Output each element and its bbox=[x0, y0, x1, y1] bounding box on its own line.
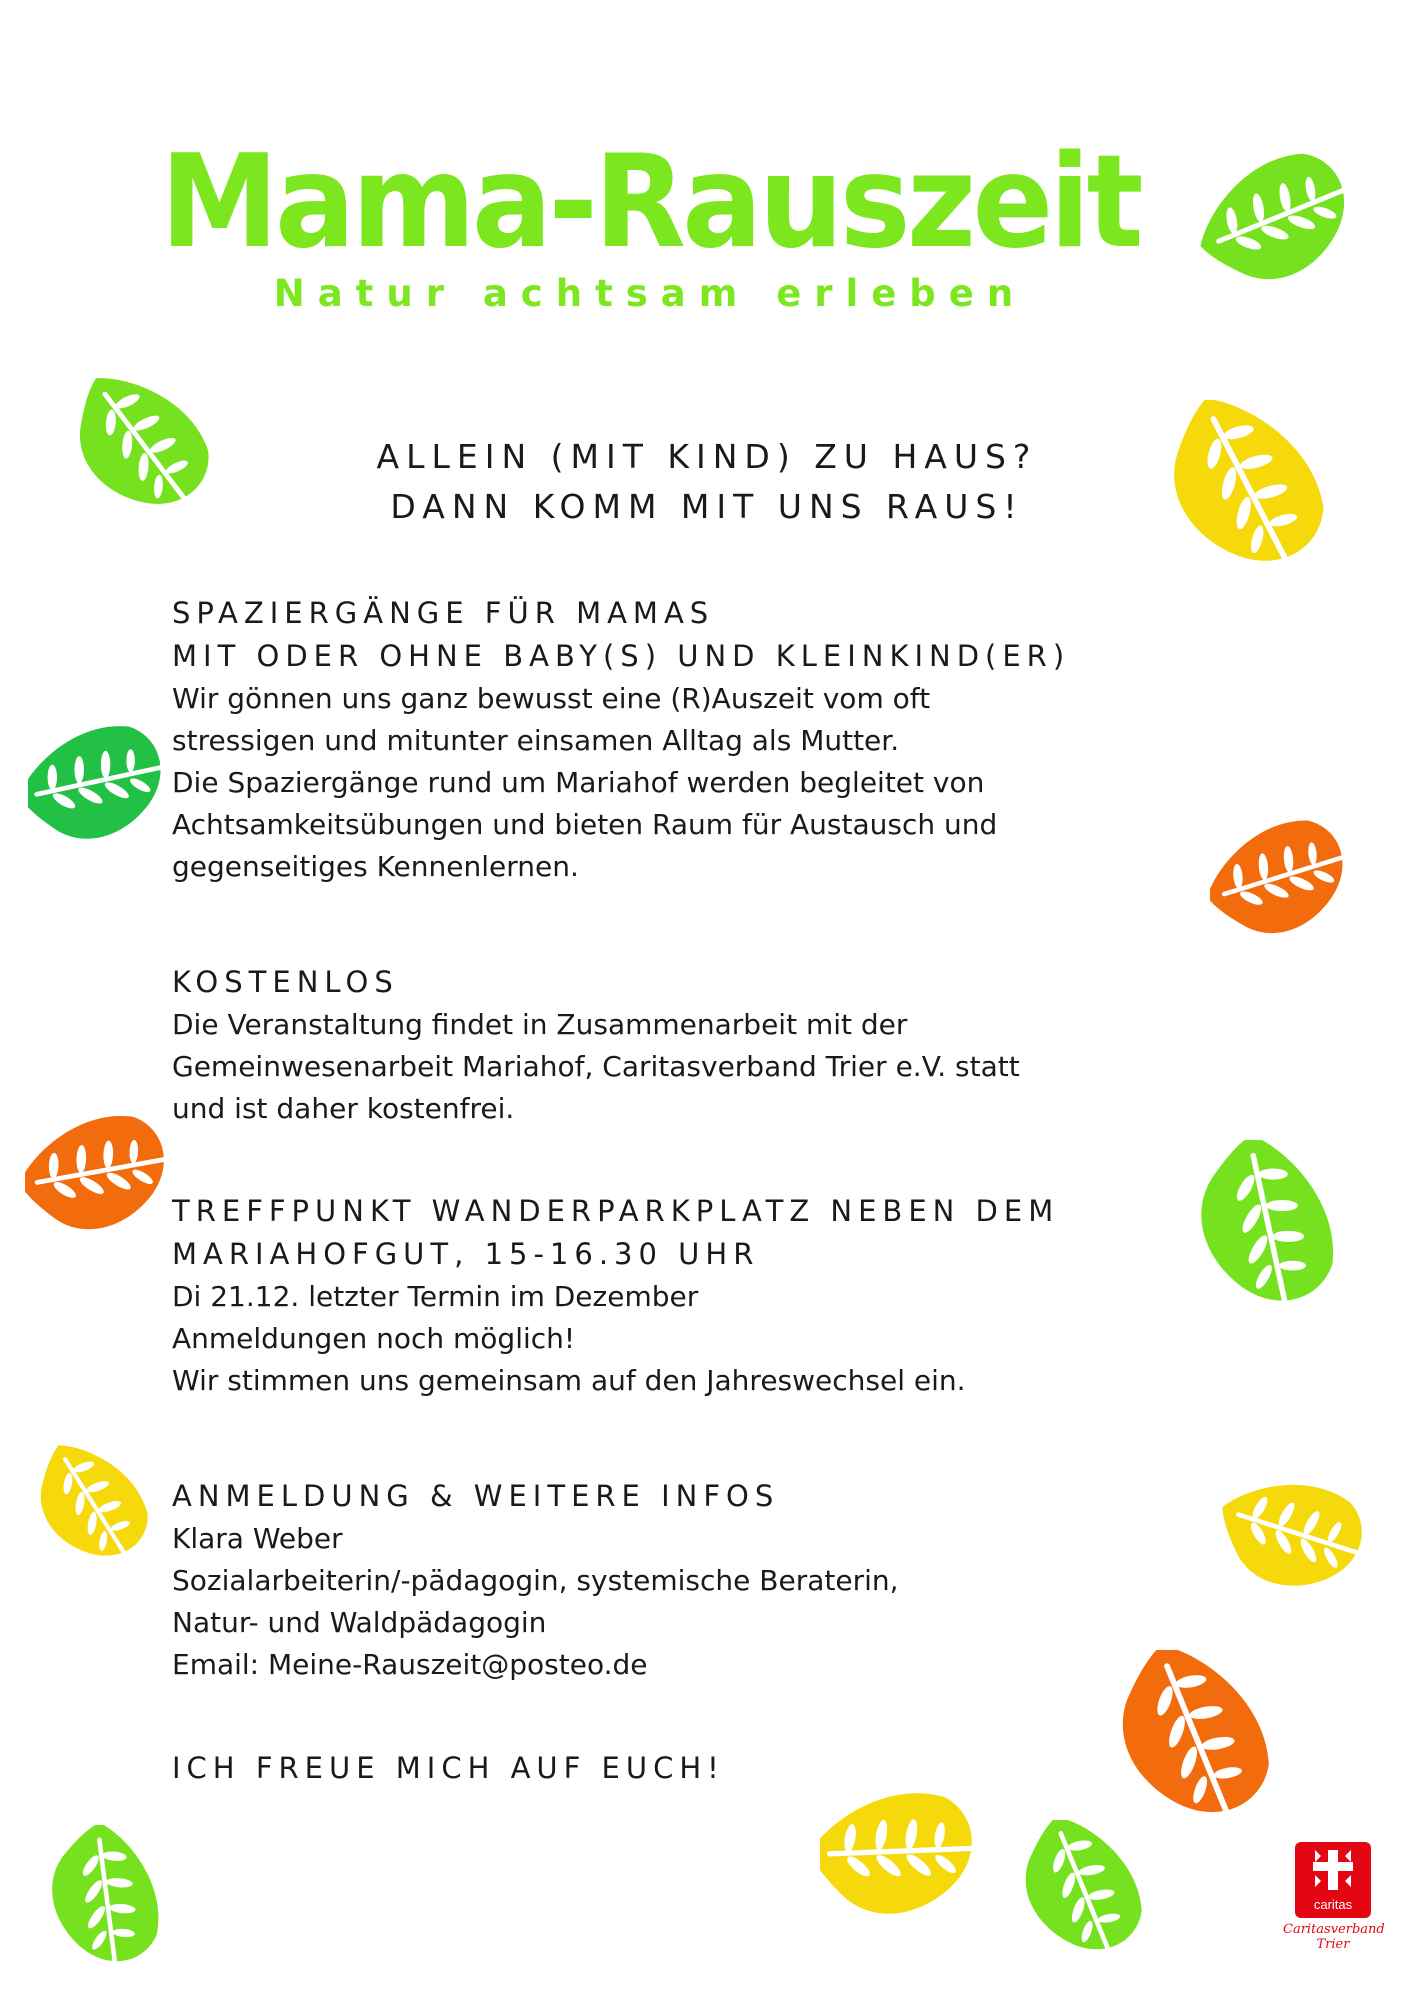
flame-cross-icon bbox=[1295, 1842, 1371, 1898]
section-text: Die Spaziergänge rund um Mariahof werden begleitet von bbox=[172, 766, 985, 799]
section-meeting bbox=[172, 1190, 1252, 1402]
section-heading: MIT ODER OHNE BABY(S) UND KLEINKIND(ER) bbox=[172, 639, 1071, 673]
section-walks bbox=[172, 592, 1252, 888]
headline-line: DANN KOMM MIT UNS RAUS! bbox=[390, 487, 1024, 526]
section-heading: KOSTENLOS bbox=[172, 965, 399, 999]
section-text: Gemeinwesenarbeit Mariahof, Caritasverband Trier e.V. statt bbox=[172, 1050, 1020, 1083]
page-title: Mama-Rauszeit bbox=[160, 128, 1140, 277]
section-heading: MARIAHOFGUT, 15-16.30 UHR bbox=[172, 1237, 760, 1271]
section-text: gegenseitiges Kennenlernen. bbox=[172, 850, 579, 883]
section-contact bbox=[172, 1475, 1252, 1686]
contact-role: Natur- und Waldpädagogin bbox=[172, 1606, 547, 1639]
section-cost bbox=[172, 961, 1252, 1130]
caritas-logo-label: caritas bbox=[1313, 1897, 1353, 1912]
caritas-org-name bbox=[1283, 1922, 1383, 1952]
page-subtitle: Natur achtsam erleben bbox=[273, 272, 1027, 315]
caritas-logo bbox=[1283, 1842, 1383, 1952]
section-text: Anmeldungen noch möglich! bbox=[172, 1322, 576, 1355]
leaf-decoration-icon bbox=[820, 1770, 980, 1930]
headline bbox=[0, 432, 1414, 532]
section-heading: ANMELDUNG & WEITERE INFOS bbox=[172, 1479, 780, 1513]
section-text: stressigen und mitunter einsamen Alltag als Mutter. bbox=[172, 724, 900, 757]
section-text: Wir gönnen uns ganz bewusst eine (R)Auszeit vom oft bbox=[172, 682, 931, 715]
closing-text: ICH FREUE MICH AUF EUCH! bbox=[172, 1751, 725, 1785]
caritas-org-line: Trier bbox=[1316, 1937, 1350, 1952]
caritas-logo-mark bbox=[1295, 1842, 1371, 1918]
section-text: Achtsamkeitsübungen und bieten Raum für Austausch und bbox=[172, 808, 998, 841]
contact-role: Sozialarbeiterin/-pädagogin, systemische Beraterin, bbox=[172, 1564, 899, 1597]
section-closing bbox=[172, 1747, 1252, 1790]
section-text: Die Veranstaltung findet in Zusammenarbeit mit der bbox=[172, 1008, 908, 1041]
caritas-org-line: Caritasverband bbox=[1283, 1922, 1385, 1937]
contact-email: Email: Meine-Rauszeit@posteo.de bbox=[172, 1648, 648, 1681]
leaf-decoration-icon bbox=[25, 1090, 175, 1250]
leaf-decoration-icon bbox=[38, 1825, 178, 1975]
section-heading: SPAZIERGÄNGE FÜR MAMAS bbox=[172, 596, 715, 630]
leaf-decoration-icon bbox=[28, 700, 168, 860]
leaf-decoration-icon bbox=[1010, 1820, 1160, 1960]
leaf-decoration-icon bbox=[25, 1440, 165, 1570]
section-text: und ist daher kostenfrei. bbox=[172, 1092, 515, 1125]
section-text: Di 21.12. letzter Termin im Dezember bbox=[172, 1280, 699, 1313]
section-heading: TREFFPUNKT WANDERPARKPLATZ NEBEN DEM bbox=[172, 1194, 1060, 1228]
contact-name: Klara Weber bbox=[172, 1522, 343, 1555]
section-text: Wir stimmen uns gemeinsam auf den Jahreswechsel ein. bbox=[172, 1364, 966, 1397]
headline-line: ALLEIN (MIT KIND) ZU HAUS? bbox=[376, 437, 1038, 476]
